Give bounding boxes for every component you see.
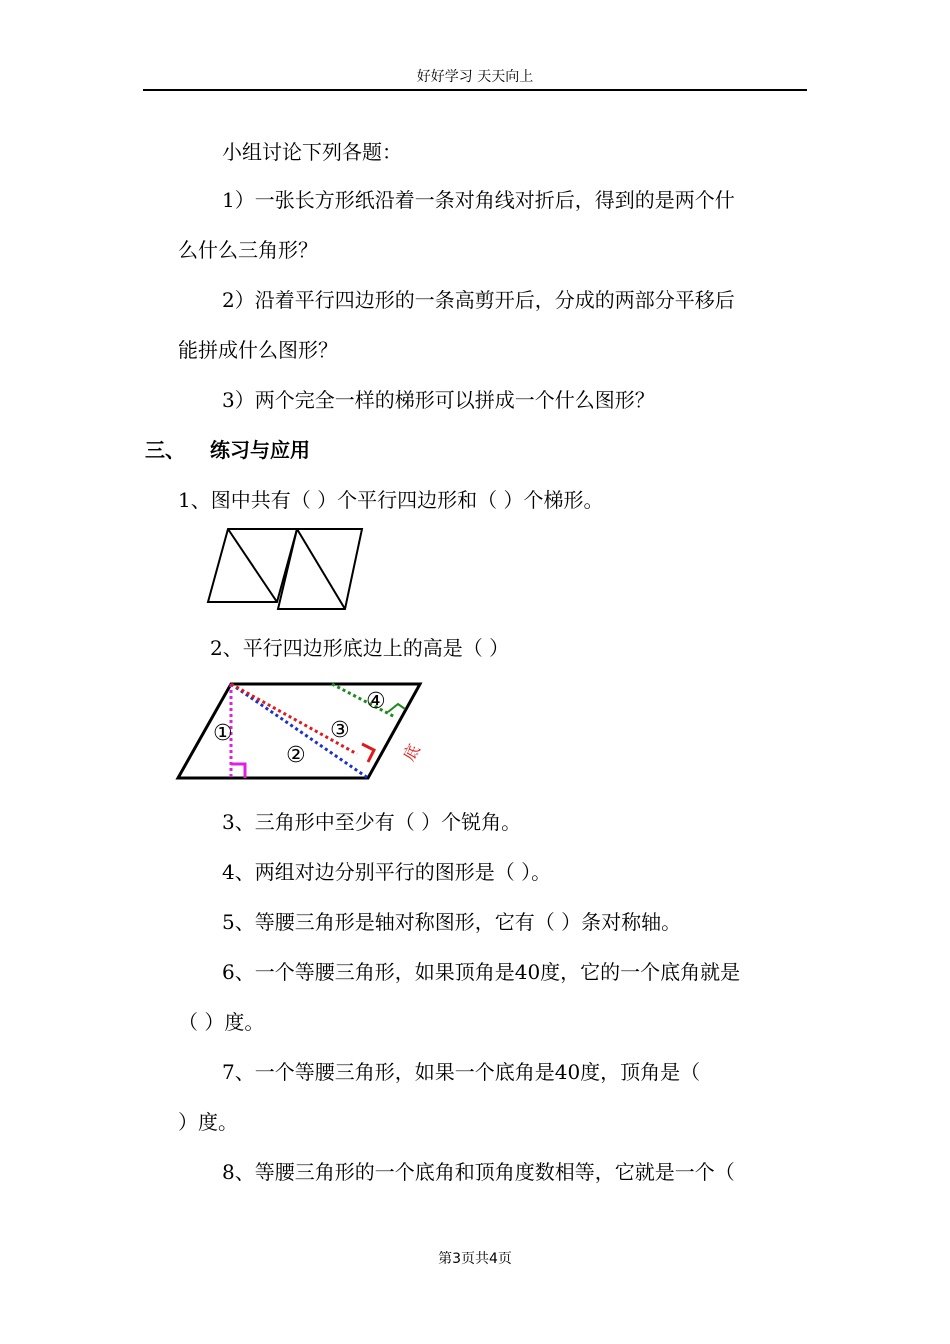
exercise-3: 3、三角形中至少有（ ）个锐角。 [222,810,522,834]
left-diagonal [228,529,277,602]
exercise-4: 4、两组对边分别平行的图形是（ ）。 [222,860,552,884]
label-4: ④ [366,689,386,714]
discussion-intro: 小组讨论下列各题： [222,140,402,164]
height-4-right-angle [388,704,405,712]
label-3: ③ [330,718,350,743]
exercise-7-line2: ）度。 [178,1110,238,1134]
base-label: 底 [399,740,424,765]
exercise-1: 1、图中共有（ ）个平行四边形和（ ）个梯形。 [178,488,604,512]
height-3-right-angle [362,744,374,762]
discussion-q3: 3）两个完全一样的梯形可以拼成一个什么图形？ [222,388,655,412]
right-diagonal [297,529,345,609]
discussion-q2-line2: 能拼成什么图形？ [178,338,338,362]
label-2: ② [286,743,306,768]
discussion-q2-line1: 2）沿着平行四边形的一条高剪开后，分成的两部分平移后 [222,288,735,312]
exercise-5: 5、等腰三角形是轴对称图形，它有（ ）条对称轴。 [222,910,682,934]
discussion-q1-line2: 么什么三角形？ [178,238,318,262]
header-rule [143,89,807,91]
section-number: 三、 [145,438,185,462]
exercise-2: 2、平行四边形底边上的高是（ ） [210,636,510,660]
height-1-right-angle [231,764,245,778]
page-header: 好好学习 天天向上 [416,69,534,85]
figure-heights [172,674,427,786]
exercise-7-line1: 7、一个等腰三角形，如果一个底角是40度，顶角是（ [222,1060,701,1084]
exercise-6-line2: （ ）度。 [178,1010,265,1034]
exercise-6-line1: 6、一个等腰三角形，如果顶角是40度，它的一个底角就是 [222,960,741,984]
page-footer: 第3页共4页 [438,1251,512,1267]
label-1: ① [213,721,233,746]
exercise-8-line1: 8、等腰三角形的一个底角和顶角度数相等，它就是一个（ [222,1160,735,1184]
discussion-q1-line1: 1）一张长方形纸沿着一条对角线对折后，得到的是两个什 [222,188,735,212]
figure-parallelograms [205,522,370,614]
section-title: 练习与应用 [210,438,310,462]
